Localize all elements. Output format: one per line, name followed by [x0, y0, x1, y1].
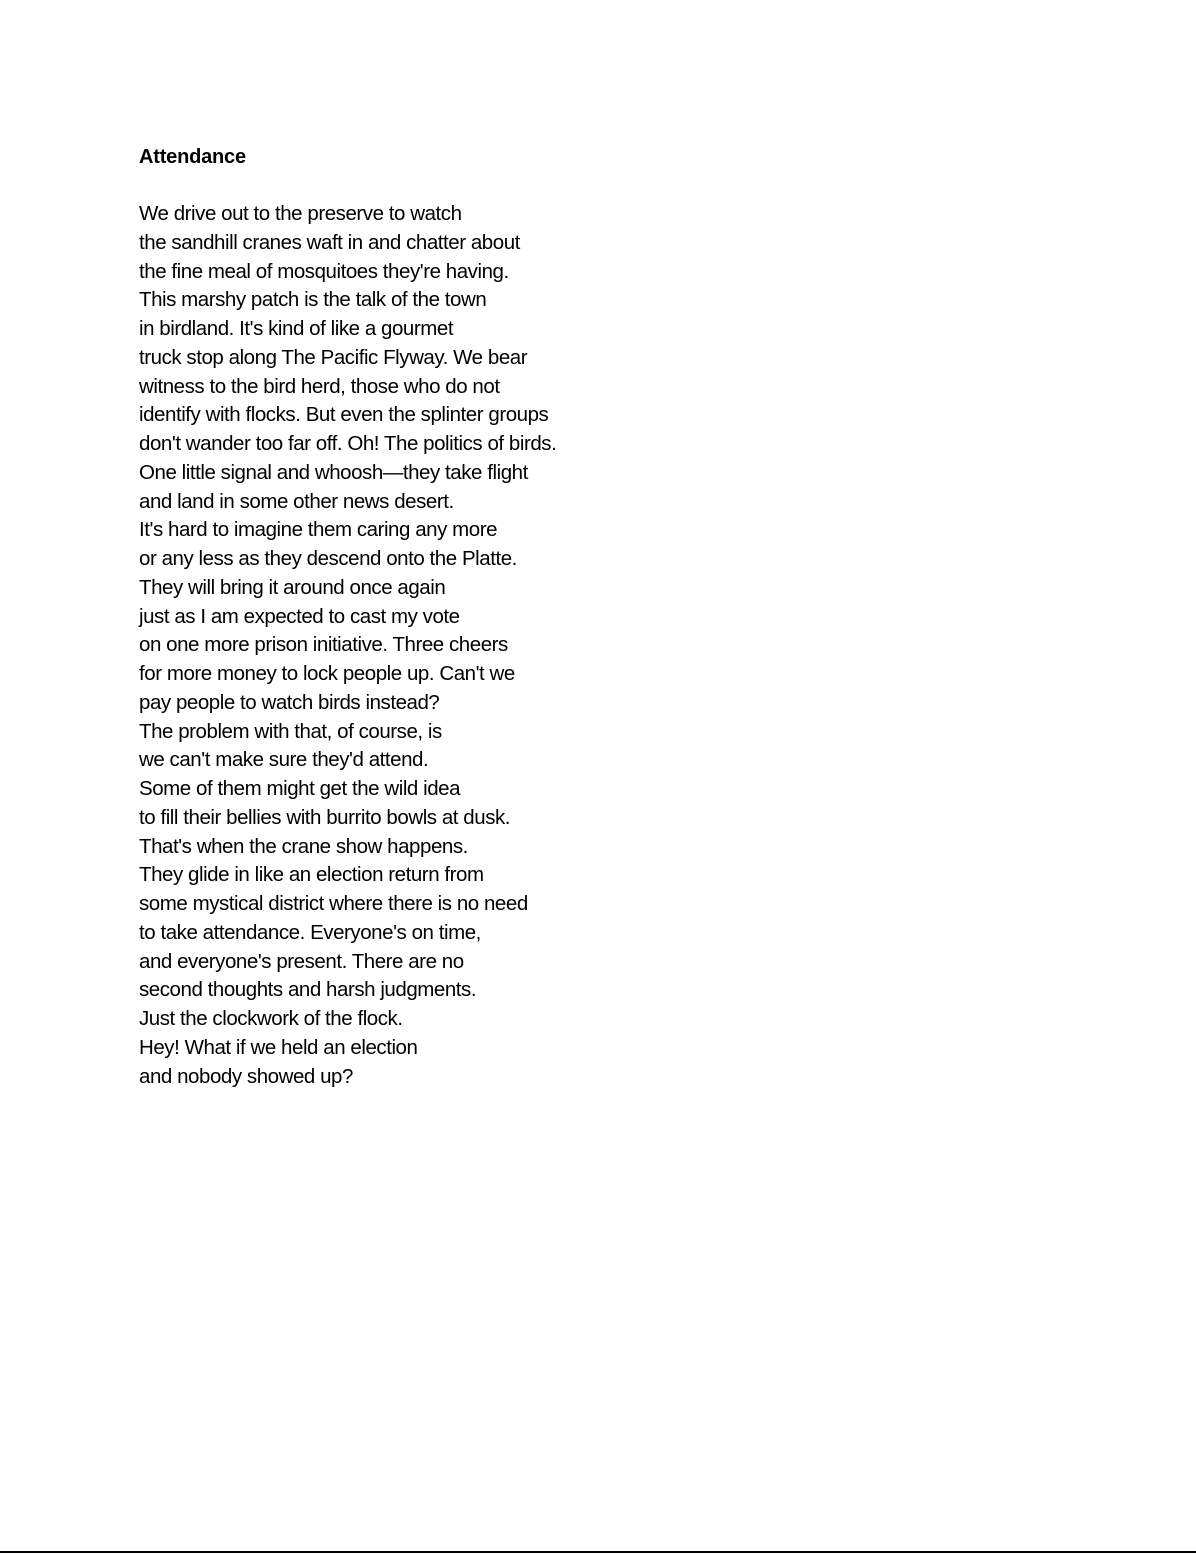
poem-line: or any less as they descend onto the Platte. [139, 547, 517, 570]
poem-line: They will bring it around once again [139, 575, 446, 599]
poem-line: and everyone's present. There are no [139, 949, 464, 973]
poem-line: This marshy patch is the talk of the town [139, 288, 487, 312]
poem-line: Some of them might get the wild idea [139, 777, 461, 800]
poem-line: The problem with that, of course, is [139, 719, 442, 743]
poem-line: we can't make sure they'd attend. [139, 748, 429, 772]
poem-line: and nobody showed up? [139, 1064, 353, 1088]
poem-line: to take attendance. Everyone's on time, [139, 920, 481, 944]
poem-line: Just the clockwork of the flock. [139, 1007, 403, 1030]
poem-title: Attendance [139, 146, 246, 168]
poem-line: We drive out to the preserve to watch [139, 202, 462, 225]
poem-line: just as I am expected to cast my vote [139, 604, 460, 628]
poem-line: witness to the bird herd, those who do not [139, 374, 500, 398]
poem-line: in birdland. It's kind of like a gourmet [139, 317, 454, 340]
poem-line: That's when the crane show happens. [139, 834, 468, 858]
poem-body [139, 200, 556, 1091]
poem-line: pay people to watch birds instead? [139, 690, 440, 714]
poem-line: second thoughts and harsh judgments. [139, 978, 477, 1002]
poem-line: the sandhill cranes waft in and chatter about [139, 230, 520, 254]
poem-line: One little signal and whoosh—they take flight [139, 460, 528, 484]
poem-line: It's hard to imagine them caring any more [139, 518, 498, 542]
page-bottom-edge [0, 1551, 1196, 1553]
poem-line: to fill their bellies with burrito bowls at dusk. [139, 805, 511, 829]
poem-line: truck stop along The Pacific Flyway. We bear [139, 345, 528, 369]
poem-line: on one more prison initiative. Three cheers [139, 633, 508, 657]
poem-line: and land in some other news desert. [139, 489, 454, 513]
poem-line: some mystical district where there is no need [139, 892, 528, 915]
poem-line: Hey! What if we held an election [139, 1035, 418, 1059]
poem-line: They glide in like an election return from [139, 863, 484, 887]
poem-line: identify with flocks. But even the splinter groups [139, 403, 549, 427]
poem-line: the fine meal of mosquitoes they're having. [139, 259, 509, 283]
poem-line: don't wander too far off. Oh! The politics of birds. [139, 432, 557, 455]
poem-line: for more money to lock people up. Can't we [139, 662, 515, 685]
